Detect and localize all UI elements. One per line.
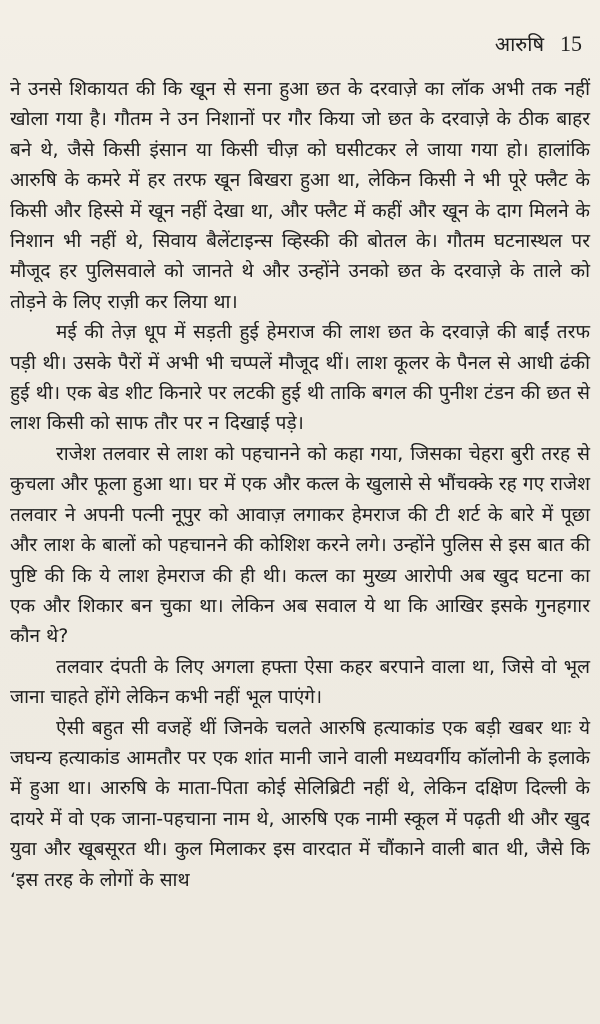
paragraph-3: राजेश तलवार से लाश को पहचानने को कहा गया, जिसका चेहरा बुरी तरह से कुचला और फूला हुआ था। घर में एक और कत्ल के खुलासे से भौंचक्के रह गए राजेश तलवार ने अपनी पत्नी नूपुर को आवाज़ लगाकर हेमराज की टी शर्ट के बारे में पूछा और लाश के बालों को पहचानने की कोशिश करने लगे। उन्होंने पुलिस से इस बात की पुष्टि की कि ये लाश हेमराज की ही थी। कत्ल का मुख्य आरोपी अब खुद घटना का एक और शिकार बन चुका था। लेकिन अब सवाल ये था कि आखिर इसके गुनहगार कौन थे? xyxy=(10,442,590,648)
header-title: आरुषि xyxy=(494,32,544,56)
body-text xyxy=(10,74,590,895)
running-header xyxy=(495,30,582,57)
paragraph-2: मई की तेज़ धूप में सड़ती हुई हेमराज की लाश छत के दरवाज़े की बाईं तरफ पड़ी थी। उसके पैरों में अभी भी चप्पलें मौजूद थीं। लाश कूलर के पैनल से आधी ढंकी हुई थी। एक बेड शीट किनारे पर लटकी हुई थी ताकि बगल की पुनीश टंडन की छत से लाश किसी को साफ तौर पर न दिखाई पड़े। xyxy=(10,321,590,435)
paragraph-4: तलवार दंपती के लिए अगला हफ्ता ऐसा कहर बरपाने वाला था, जिसे वो भूल जाना चाहते होंगे लेकिन कभी नहीं भूल पाएंगे। xyxy=(10,655,590,709)
page-number: 15 xyxy=(560,31,582,56)
paragraph-5: ऐसी बहुत सी वजहें थीं जिनके चलते आरुषि हत्याकांड एक बड़ी खबर थाः ये जघन्य हत्याकांड आमतौर पर एक शांत मानी जाने वाली मध्यवर्गीय कॉलोनी के इलाके में हुआ था। आरुषि के माता-पिता कोई सेलिब्रिटी नहीं थे, लेकिन दक्षिण दिल्ली के दायरे में वो एक जाना-पहचाना नाम थे, आरुषि एक नामी स्कूल में पढ़ती थी और खुद युवा और खूबसूरत थी। कुल मिलाकर इस वारदात में चौंकाने वाली बात थी, जैसे कि ‘इस तरह के लोगों के साथ xyxy=(10,716,590,891)
paragraph-1: ने उनसे शिकायत की कि खून से सना हुआ छत के दरवाज़े का लॉक अभी तक नहीं खोला गया है। गौतम ने उन निशानों पर गौर किया जो छत के दरवाज़े के ठीक बाहर बने थे, जैसे किसी इंसान या किसी चीज़ को घसीटकर ले जाया गया हो। हालांकि आरुषि के कमरे में हर तरफ खून बिखरा हुआ था, लेकिन किसी ने भी पूरे फ्लैट के किसी और हिस्से में खून नहीं देखा था, और फ्लैट में कहीं और खून के दाग मिलने के निशान भी नहीं थे, सिवाय बैलेंटाइन्स व्हिस्की की बोतल के। गौतम घटनास्थल पर मौजूद हर पुलिसवाले को जानते थे और उन्होंने उनको छत के दरवाज़े के ताले को तोड़ने के लिए राज़ी कर लिया था। xyxy=(10,78,590,313)
